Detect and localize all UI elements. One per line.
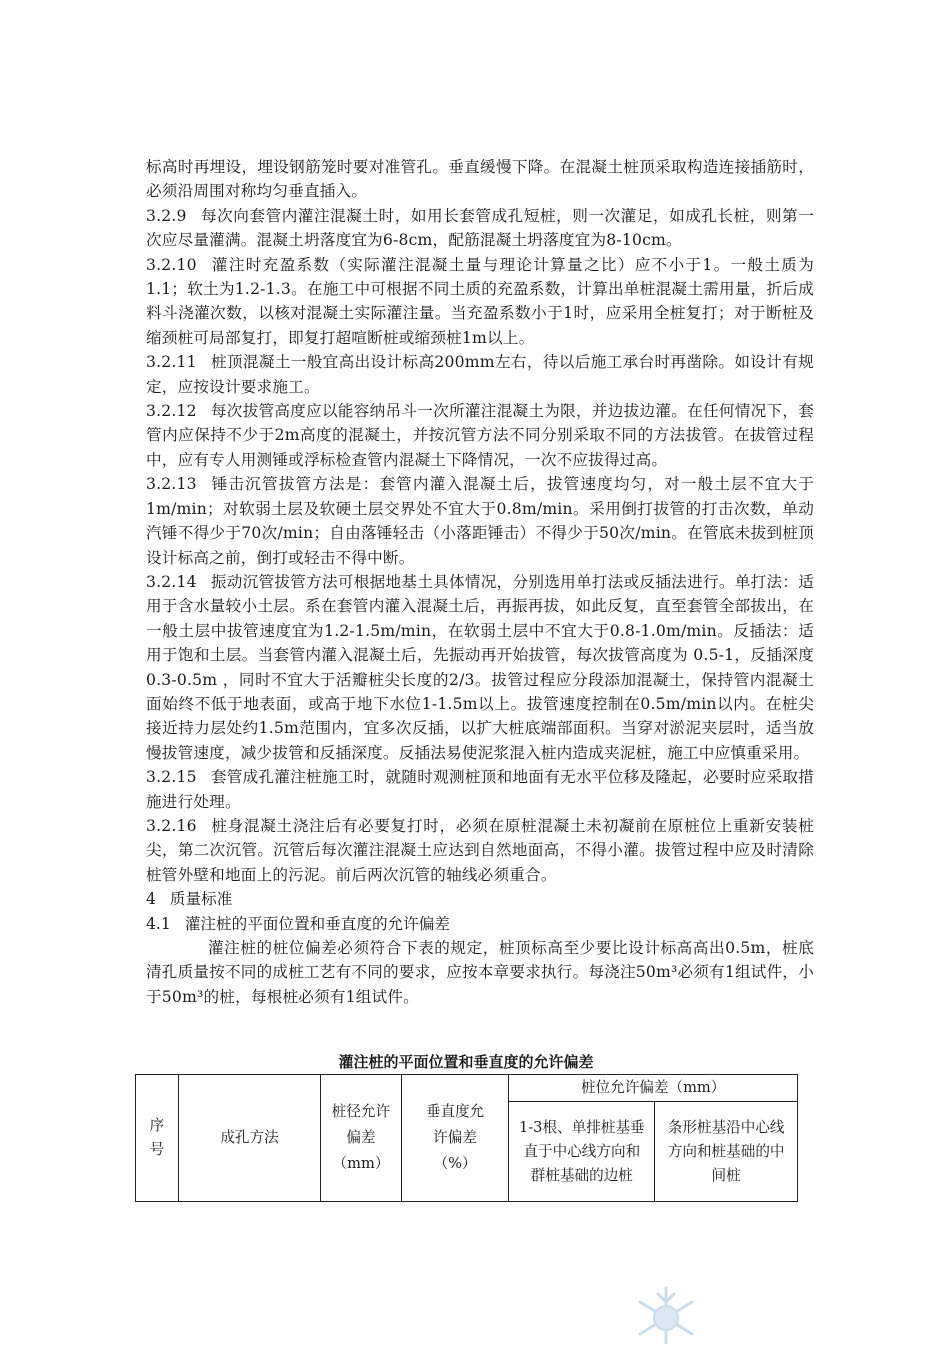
paragraph-continuation: 标高时再埋设，埋设钢筋笼时要对准管孔。垂直缓慢下降。在混凝土桩顶采取构造连接插筋时，必须沿周围对称均匀垂直插入。: [146, 158, 814, 201]
paragraph-3-2-15: 3.2.15 套管成孔灌注桩施工时，就随时观测桩顶和地面有无水平位移及隆起，必要时应采取措施进行处理。: [146, 768, 814, 811]
document-body: [146, 155, 814, 1009]
paragraph-3-2-16: 3.2.16 桩身混凝土浇注后有必要复打时，必须在原桩混凝土未初凝前在原桩位上重新安装桩尖，第二次沉管。沉管后每次灌注混凝土应达到自然地面高，不得小灌。拔管过程中应及时清除桩管外壁和地面上的污泥。前后两次沉管的轴线必须重合。: [146, 816, 814, 884]
header-seq: 序号: [136, 1075, 179, 1202]
header-position: 桩位允许偏差（mm）: [509, 1075, 798, 1102]
paragraph-3-2-14: 3.2.14 振动沉管拔管方法可根据地基土具体情况，分别选用单打法或反插法进行。单打法：适用于含水量较小土层。系在套管内灌入混凝土后，再振再拔，如此反复，直至套管全部拔出，在一般土层中拔管速度宜为1.2-1.5m/min，在软弱土层中不宜大于0.8-1.0m/min。反插法：适用于饱和土层。当套管内灌入混凝土后，先振动再开始拔管，每次拔管高度为 0.5-1，反插深度0.3-0.5m ，同时不宜大于活瓣桩尖长度的2/3。拔管过程应分段添加混凝土，保持管内混凝土面始终不低于地表面，或高于地下水位1-1.5m以上。拔管速度控制在0.5m/min以内。在桩尖接近持力层处约1.5m范围内，宜多次反插，以扩大桩底端部面积。当穿对淤泥夹层时，适当放慢拔管速度，减少拔管和反插深度。反插法易使泥浆混入桩内造成夹泥桩，施工中应慎重采用。: [146, 572, 814, 762]
paragraph-3-2-13: 3.2.13 锤击沉管拔管方法是：套管内灌入混凝土后，拔管速度均匀，对一般土层不宜大于1m/min；对软弱土层及软硬土层交界处不宜大于0.8m/min。采用倒打拔管的打击次数，单动汽锤不得少于70次/min；自由落锤轻击（小落距锤击）不得少于50次/min。在管底未拔到桩顶设计标高之前，倒打或轻击不得中断。: [146, 475, 814, 567]
table-title: 灌注桩的平面位置和垂直度的允许偏差: [338, 1053, 594, 1071]
header-diameter: 桩径允许偏差（mm）: [321, 1075, 402, 1202]
paragraph-3-2-11: 3.2.11 桩顶混凝土一般宜高出设计标高200mm左右，待以后施工承台时再凿除。如设计有规定，应按设计要求施工。: [146, 353, 814, 396]
clause-number: 3.2.12: [146, 402, 197, 421]
section-heading-4-1: 4.1 灌注桩的平面位置和垂直度的允许偏差: [146, 914, 450, 933]
clause-number: 3.2.9: [146, 206, 187, 225]
clause-number: 3.2.15: [146, 768, 197, 787]
header-method: 成孔方法: [178, 1075, 320, 1202]
section-heading-4: 4 质量标准: [146, 890, 233, 909]
clause-number: 3.2.11: [146, 353, 197, 372]
header-edge-piles: 1-3根、单排桩基垂直于中心线方向和群桩基础的边桩: [509, 1102, 655, 1202]
paragraph-3-2-10: 3.2.10 灌注时充盈系数（实际灌注混凝土量与理论计算量之比）应不小于1。一般土质为1.1；软土为1.2-1.3。在施工中可根据不同土质的充盈系数，计算出单桩混凝土需用量，折后成料斗浇灌次数，以核对混凝土实际灌注量。当充盈系数小于1时，应采用全桩复打；对于断桩及缩颈桩可局部复打，即复打超喧断桩或缩颈桩1m以上。: [146, 255, 814, 347]
paragraph-3-2-9: 3.2.9 每次向套管内灌注混凝土时，如用长套管成孔短桩，则一次灌足，如成孔长桩，则第一次应尽量灌满。混凝土坍落度宜为6-8cm，配筋混凝土坍落度宜为8-10cm。: [146, 206, 814, 250]
clause-number: 3.2.16: [146, 816, 197, 835]
clause-number: 3.2.13: [146, 475, 197, 494]
clause-number: 3.2.14: [146, 572, 197, 591]
clause-number: 3.2.10: [146, 255, 197, 274]
deviation-table: [135, 1074, 798, 1202]
header-vertical: 垂直度允许偏差（%）: [401, 1075, 509, 1202]
header-middle-piles: 条形桩基沿中心线方向和桩基础的中间桩: [655, 1102, 798, 1202]
snowflake-watermark-icon: [628, 1282, 704, 1344]
section-4-1-body: 灌注桩的桩位偏差必须符合下表的规定，桩顶标高至少要比设计标高高出0.5m，桩底清孔质量按不同的成桩工艺有不同的要求，应按本章要求执行。每浇注50m³必须有1组试件，小于50m³的桩，每根桩必须有1组试件。: [146, 939, 814, 1006]
paragraph-3-2-12: 3.2.12 每次拔管高度应以能容纳吊斗一次所灌注混凝土为限，并边拔边灌。在任何情况下，套管内应保持不少于2m高度的混凝土，并按沉管方法不同分别采取不同的方法拔管。在拔管过程中，应有专人用测锤或浮标检查管内混凝土下降情况，一次不应拔得过高。: [146, 402, 814, 469]
